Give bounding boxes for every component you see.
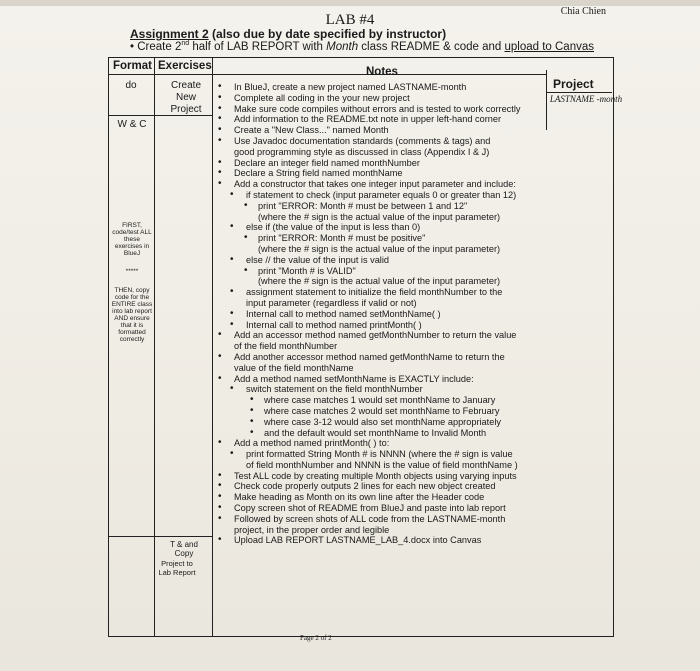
note-line [218,136,548,147]
note-line [218,158,548,169]
note-text: Upload LAB REPORT LASTNAME_LAB_4.docx into Canvas [234,535,482,546]
bullet: • [218,81,222,92]
note-line [218,233,548,244]
note-text: else if (the value of the input is less than 0) [246,222,421,233]
note-text: Add another accessor method named getMonthName to return the [234,351,505,362]
note-text: Complete all coding in the your new project [234,92,410,103]
bullet: • [250,415,254,427]
note-line [218,535,548,546]
note-line [218,503,548,514]
note-text: Create a "New Class..." named Month [234,125,389,136]
note-line [218,320,548,331]
bullet: • [244,232,248,244]
note-line [218,168,548,179]
note-line [218,341,548,352]
note-text: where case matches 1 would set monthName to January [264,395,496,406]
assignment-heading [130,27,446,41]
col-exercises-header: Exercises [158,60,212,72]
table-divider [108,74,546,75]
bullet: • [218,113,222,125]
note-text: assignment statement to initialize the field monthNumber to the [246,287,503,298]
author-name: Chia Chien [560,6,606,17]
bullet: • [218,167,222,179]
note-text: Make sure code compiles without errors and is tested to work correctly [234,103,521,114]
note-line [218,330,548,341]
assignment-due: (also due by date specified by instructor) [208,27,447,41]
note-line [218,266,548,277]
note-text: of the field monthNumber [234,341,338,352]
note-text: Add an accessor method named getMonthNumber to return the value [234,330,517,341]
note-text: print "ERROR: Month # must be positive" [258,233,426,244]
note-line [218,481,548,492]
note-line [218,417,548,428]
bullet: • [218,178,222,190]
table-divider [546,92,612,93]
note-line [218,352,548,363]
bullet: • [250,426,254,438]
table-divider [108,536,212,537]
sub-underlined: upload to Canvas [504,40,594,53]
note-text: of field monthNumber and NNNN is the value of field monthName ) [246,459,518,470]
note-line [218,201,548,212]
bullet: • [218,124,222,136]
note-text: else // the value of the input is valid [246,254,390,265]
bullet: • [250,404,254,416]
note-text: In BlueJ, create a new project named LASTNAME-month [234,82,467,92]
note-line [218,82,548,93]
format-do: do [125,80,137,91]
bullet: • [230,188,234,200]
note-text: Check code properly outputs 2 lines for each new object created [234,481,496,492]
note-line [218,255,548,266]
sub-text-c: class README & code and [358,40,505,53]
note-text: Use Javadoc documentation standards (comments & tags) and [234,135,491,146]
lab-title: LAB #4 [325,12,375,28]
note-text: print "Month # is VALID" [258,265,356,276]
note-text: print formatted String Month # is NNNN (where the # sign is value [246,449,513,460]
note-line [218,93,548,104]
note-line [218,406,548,417]
note-text: Internal call to method named setMonthName( ) [246,308,441,319]
note-line [218,179,548,190]
note-text: (where the # sign is the actual value of the input parameter) [258,276,501,287]
note-text: good programming style as discussed in class (Appendix I & J) [234,146,490,157]
bullet: • [218,156,222,168]
note-line [218,244,548,255]
bullet: • [218,480,222,492]
bullet: • [218,102,222,114]
format-tand: T & and Copy [170,540,198,558]
table-divider [154,57,155,637]
sub-text-b: half of LAB REPORT with [189,40,327,53]
bullet: • [218,329,222,341]
notes-list [218,82,548,546]
note-line [218,147,548,158]
note-text: where case 3-12 would also set monthName appropriately [264,416,501,427]
note-text: project, in the proper order and legible [234,524,390,535]
format-then: THEN, copy code for the ENTIRE class into lab report AND ensure that it is formatted correctly [111,287,153,343]
note-line [218,125,548,136]
bullet: • [230,307,234,319]
note-line [218,438,548,449]
note-line [218,104,548,115]
format-wc: W & C [117,119,147,130]
note-text: Add a constructor that takes one integer input parameter and include: [234,179,516,190]
bullet: • [218,534,222,546]
project-name: LASTNAME -month [549,94,623,104]
note-text: (where the # sign is the actual value of the input parameter) [258,243,501,254]
exercise-project-to: Project to Lab Report [158,559,196,577]
note-line [218,514,548,525]
note-line [218,374,548,385]
bullet: • [218,437,222,449]
bullet: • [218,91,222,103]
note-line [218,428,548,439]
note-text: Declare a String field named monthName [234,168,403,179]
sub-sup: nd [181,40,190,47]
note-line [218,460,548,471]
bullet: • [218,512,222,524]
note-line [218,395,548,406]
assignment-subtext [130,40,600,53]
note-text: value of the field monthName [234,362,354,373]
note-text: Add information to the README.txt note in upper left-hand corner [234,114,502,125]
exercise-create: Create New Project [170,80,202,115]
note-line [218,190,548,201]
bullet: • [250,394,254,406]
sub-text-a: Create 2 [137,40,182,53]
bullet: • [244,264,248,276]
note-line [218,212,548,223]
note-line [218,309,548,320]
note-text: Copy screen shot of README from BlueJ and paste into lab report [234,503,506,514]
note-text: Add a method named setMonthName is EXACTLY include: [234,373,474,384]
bullet: • [230,318,234,330]
assignment-label: Assignment 2 [130,27,209,41]
note-line [218,287,548,298]
note-line [218,492,548,503]
col-project-header: Project [553,77,594,91]
note-text: Declare an integer field named monthNumber [234,157,420,168]
bullet: • [218,134,222,146]
note-line [218,114,548,125]
format-first: FIRST, code/test ALL these exercises in BlueJ [112,222,152,257]
note-text: (where the # sign is the actual value of the input parameter) [258,211,501,222]
bullet: • [230,383,234,395]
bullet: • [130,40,135,53]
col-notes-header: Notes [366,66,398,78]
note-text: input parameter (regardless if valid or not) [246,297,417,308]
note-line [218,222,548,233]
note-line [218,384,548,395]
bullet: • [230,286,234,298]
note-text: Add a method named printMonth( ) to: [234,438,390,449]
note-text: Test ALL code by creating multiple Month objects using varying inputs [234,470,517,481]
col-format-header: Format [113,60,152,72]
note-text: if statement to check (input parameter equals 0 or greater than 12) [246,189,517,200]
note-text: Internal call to method named printMonth( ) [246,319,422,330]
bullet: • [218,491,222,503]
sub-italic: Month [326,40,359,53]
bullet: • [230,448,234,460]
note-line [218,276,548,287]
note-text: Make heading as Month on its own line after the Header code [234,492,485,503]
note-line [218,471,548,482]
bullet: • [218,372,222,384]
bullet: • [230,221,234,233]
note-text: switch statement on the field monthNumber [246,384,423,395]
note-line [218,525,548,536]
note-text: and the default would set monthName to Invalid Month [264,427,487,438]
note-line [218,449,548,460]
note-text: where case matches 2 would set monthName to February [264,405,500,416]
note-line [218,298,548,309]
format-stars: ***** [125,268,139,275]
note-text: print "ERROR: Month # must be between 1 and 12" [258,200,468,211]
bullet: • [244,199,248,211]
bullet: • [218,502,222,514]
bullet: • [230,253,234,265]
bullet: • [218,350,222,362]
table-divider [212,57,213,637]
note-text: Followed by screen shots of ALL code from the LASTNAME-month [234,513,506,524]
bullet: • [218,469,222,481]
note-line [218,363,548,374]
page-number: Page 2 of 2 [300,634,332,642]
